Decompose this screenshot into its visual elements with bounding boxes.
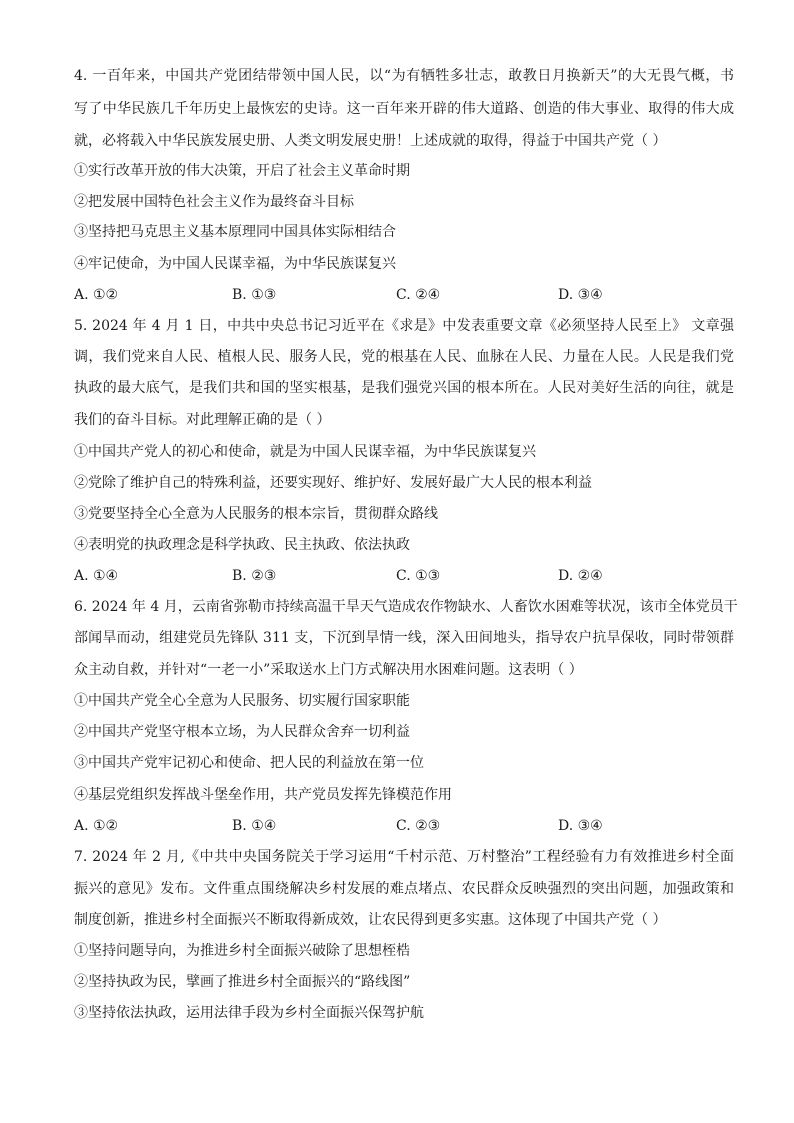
q6-stem-line-1: 6. 2024 年 4 月，云南省弥勒市持续高温干旱天气造成农作物缺水、人畜饮水困难等状况，该市全体党员干 (74, 599, 738, 615)
q6-statement-2: ②中国共产党坚守根本立场，为人民群众舍弃一切利益 (74, 724, 410, 740)
q7-stem-line-2: 振兴的意见》发布。文件重点围绕解决乡村发展的难点堵点、农民群众反映强烈的突出问题，加强政策和 (74, 881, 734, 897)
q5-statement-3: ③党要坚持全心全意为人民服务的根本宗旨，贯彻群众路线 (74, 506, 438, 522)
q6-option-d[interactable]: D. ③④ (558, 818, 603, 834)
q6-option-c[interactable]: C. ②③ (396, 818, 441, 834)
q4-stem-line-2: 写了中华民族几千年历史上最恢宏的史诗。这一百年来开辟的伟大道路、创造的伟大事业、取得的伟大成 (74, 101, 734, 117)
q5-stem-line-1: 5. 2024 年 4 月 1 日，中共中央总书记习近平在《求是》中发表重要文章《必须坚持人民至上》 文章强 (74, 318, 734, 334)
q7-statement-2: ②坚持执政为民，擘画了推进乡村全面振兴的“路线图” (74, 974, 411, 990)
q5-options (74, 566, 734, 586)
q4-statement-1: ①实行改革开放的伟大决策，开启了社会主义革命时期 (74, 163, 410, 179)
q5-option-b[interactable]: B. ②③ (232, 568, 277, 584)
q5-option-c[interactable]: C. ①③ (396, 568, 441, 584)
q7-stem-line-1: 7. 2024 年 2 月,《中共中央国务院关于学习运用“千村示范、万村整治”工程经验有力有效推进乡村全面 (74, 849, 734, 865)
q4-options (74, 285, 734, 305)
q4-stem-line-1: 4. 一百年来，中国共产党团结带领中国人民，以“为有牺牲多壮志，敢教日月换新天”的大无畏气概，书 (74, 68, 734, 84)
q7-statement-3: ③坚持依法执政，运用法律手段为乡村全面振兴保驾护航 (74, 1005, 424, 1021)
q4-option-a[interactable]: A. ①② (74, 287, 119, 303)
q5-stem-line-4: 我们的奋斗目标。对此理解正确的是（ ） (74, 412, 331, 428)
q5-stem-line-3: 执政的最大底气，是我们共和国的坚实根基，是我们强党兴国的根本所在。人民对美好生活的向往，就是 (74, 380, 734, 396)
q5-option-a[interactable]: A. ①④ (74, 568, 119, 584)
q4-option-d[interactable]: D. ③④ (558, 287, 603, 303)
q6-stem-line-2: 部闻旱而动，组建党员先锋队 311 支，下沉到旱情一线，深入田间地头，指导农户抗旱保收，同时带领群 (74, 630, 734, 646)
q6-option-a[interactable]: A. ①② (74, 818, 119, 834)
q4-option-c[interactable]: C. ②④ (396, 287, 441, 303)
q5-statement-1: ①中国共产党人的初心和使命，就是为中国人民谋幸福，为中华民族谋复兴 (74, 444, 536, 460)
q4-option-b[interactable]: B. ①③ (232, 287, 277, 303)
q7-stem-line-3: 制度创新，推进乡村全面振兴不断取得新成效，让农民得到更多实惠。这体现了中国共产党（ ） (74, 912, 667, 928)
q6-stem-line-3: 众主动自救，并针对“一老一小”采取送水上门方式解决用水困难问题。这表明（ ） (74, 662, 583, 678)
q4-statement-2: ②把发展中国特色社会主义作为最终奋斗目标 (74, 194, 354, 210)
q6-statement-1: ①中国共产党全心全意为人民服务、切实履行国家职能 (74, 693, 410, 709)
q5-statement-4: ④表明党的执政理念是科学执政、民主执政、依法执政 (74, 537, 410, 553)
q5-statement-2: ②党除了维护自己的特殊利益，还要实现好、维护好、发展好最广大人民的根本利益 (74, 475, 592, 491)
q4-statement-4: ④牢记使命，为中国人民谋幸福，为中华民族谋复兴 (74, 256, 396, 272)
q6-statement-4: ④基层党组织发挥战斗堡垒作用，共产党员发挥先锋模范作用 (74, 787, 452, 803)
q4-statement-3: ③坚持把马克思主义基本原理同中国具体实际相结合 (74, 224, 396, 240)
q4-stem-line-3: 就，必将载入中华民族发展史册、人类文明发展史册！上述成就的取得，得益于中国共产党（ ） (74, 133, 667, 149)
q6-options (74, 816, 734, 836)
q7-statement-1: ①坚持问题导向，为推进乡村全面振兴破除了思想桎梏 (74, 943, 410, 959)
q5-option-d[interactable]: D. ②④ (558, 568, 603, 584)
q6-option-b[interactable]: B. ①④ (232, 818, 277, 834)
q5-stem-line-2: 调，我们党来自人民、植根人民、服务人民，党的根基在人民、血脉在人民、力量在人民。人民是我们党 (74, 349, 734, 365)
q6-statement-3: ③中国共产党牢记初心和使命、把人民的利益放在第一位 (74, 755, 424, 771)
